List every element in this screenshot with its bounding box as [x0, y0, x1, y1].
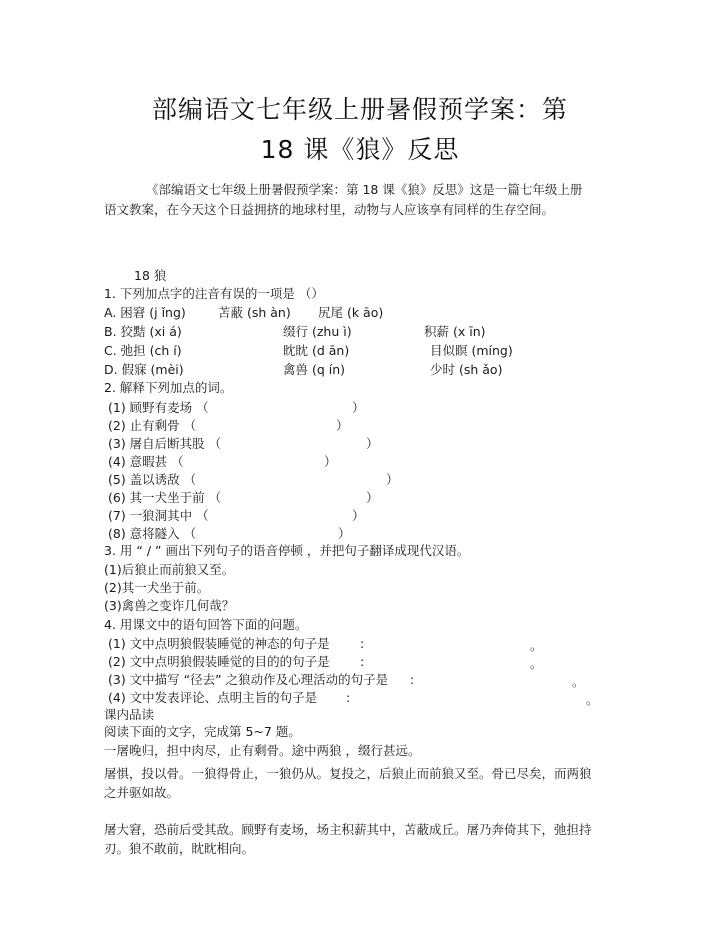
q2-item-4: (4) 意暇甚 （ [108, 454, 184, 469]
q3-item-3: (3)禽兽之变诈几何哉？ [104, 598, 235, 613]
q2-item-6: (6) 其一犬坐于前 （ [108, 490, 222, 505]
reading-heading: 课内品读 [104, 707, 155, 722]
q1-option-c1: C. 弛担 (ch í) [104, 343, 182, 358]
q2-item-7: (7) 一狼洞其中 （ [108, 508, 209, 523]
q2-item-4-close: ） [324, 454, 337, 469]
q1-option-d1: D. 假寐 (mèi) [104, 362, 184, 377]
q1-option-a3: 尻尾 (k āo) [318, 305, 384, 320]
intro-line1: 《部编语文七年级上册暑假预学案：第 18 课《狼》反思》这是一篇七年级上册 [146, 182, 583, 197]
q1-option-b3: 积薪 (x īn) [424, 324, 486, 339]
q4-item-2-colon: : [360, 654, 365, 669]
lesson-heading: 18 狼 [134, 268, 167, 283]
q1-option-b1: B. 狡黠 (xi á) [104, 324, 182, 339]
q2-item-1: (1) 顾野有麦场 （ [108, 400, 209, 415]
q4-item-1-colon: : [360, 636, 365, 651]
q2-item-6-close: ） [366, 490, 379, 505]
q2-item-7-close: ） [352, 508, 365, 523]
doc-title-line1: 部编语文七年级上册暑假预学案：第 [151, 95, 568, 124]
q1-option-a1: A. 困窘 (j ǐng) [104, 305, 186, 320]
q1-stem: 1. 下列加点字的注音有误的一项是 （） [104, 286, 324, 301]
doc-title-line2: 18 课《狼》反思 [260, 135, 460, 164]
q2-stem: 2. 解释下列加点的词。 [104, 380, 233, 395]
q1-option-a2: 苫蔽 (sh àn) [218, 305, 291, 320]
q4-item-4-period: 。 [586, 692, 599, 707]
q4-item-3: (3) 文中描写 “径去” 之狼动作及心理活动的句子是 [108, 672, 389, 687]
q3-stem: 3. 用 “ / ” 画出下列句子的语音停顿 ，并把句子翻译成现代汉语。 [104, 543, 470, 558]
q4-item-2: (2) 文中点明狼假装睡觉的目的的句子是 [108, 654, 330, 669]
q2-item-8: (8) 意将隧入 （ [108, 526, 197, 541]
q2-item-2-close: ） [336, 418, 349, 433]
q2-item-3: (3) 屠自后断其股 （ [108, 436, 222, 451]
q3-item-1: (1)后狼止而前狼又至。 [104, 562, 235, 577]
reading-paragraph-2-line1: 屠惧，投以骨。一狼得骨止，一狼仍从。复投之，后狼止而前狼又至。骨已尽矣，而两狼 [104, 766, 592, 781]
q4-item-1: (1) 文中点明狼假装睡觉的神态的句子是 [108, 636, 330, 651]
q2-item-2: (2) 止有剩骨 （ [108, 418, 197, 433]
q1-option-d2: 禽兽 (q ín) [283, 362, 346, 377]
q2-item-5: (5) 盖以诱敌 （ [108, 472, 197, 487]
q2-item-1-close: ） [352, 400, 365, 415]
reading-paragraph-3-line2: 刃。狼不敢前，眈眈相向。 [104, 841, 255, 856]
q4-item-1-period: 。 [530, 638, 543, 653]
q2-item-5-close: ） [386, 472, 399, 487]
q4-item-4: (4) 文中发表评论、点明主旨的句子是 [108, 690, 318, 705]
q4-item-2-period: 。 [530, 656, 543, 671]
q4-item-4-colon: : [346, 690, 351, 705]
q1-option-c2: 眈眈 (d ān) [283, 343, 350, 358]
reading-instruction: 阅读下面的文字，完成第 5~7 题。 [104, 724, 301, 739]
reading-paragraph-2-line2: 之并驱如故。 [104, 785, 180, 800]
q1-option-d3: 少时 (sh ǎo) [430, 362, 503, 377]
intro-line2: 语文教案，在今天这个日益拥挤的地球村里，动物与人应该享有同样的生存空间。 [104, 202, 555, 217]
q4-stem: 4. 用课文中的语句回答下面的问题。 [104, 617, 308, 632]
q4-item-3-period: 。 [572, 674, 585, 689]
reading-paragraph-1: 一屠晚归，担中肉尽，止有剩骨。途中两狼 ，缀行甚远。 [104, 743, 421, 758]
q4-item-3-colon: : [410, 672, 415, 687]
q2-item-3-close: ） [366, 436, 379, 451]
q3-item-2: (2)其一犬坐于前。 [104, 580, 210, 595]
q1-option-c3: 目似瞑 (míng) [430, 343, 513, 358]
q1-option-b2: 缀行 (zhu ì) [283, 324, 352, 339]
reading-paragraph-3-line1: 屠大窘，恐前后受其敌。顾野有麦场，场主积薪其中，苫蔽成丘。屠乃奔倚其下，弛担持 [104, 822, 592, 837]
q2-item-8-close: ） [338, 526, 351, 541]
